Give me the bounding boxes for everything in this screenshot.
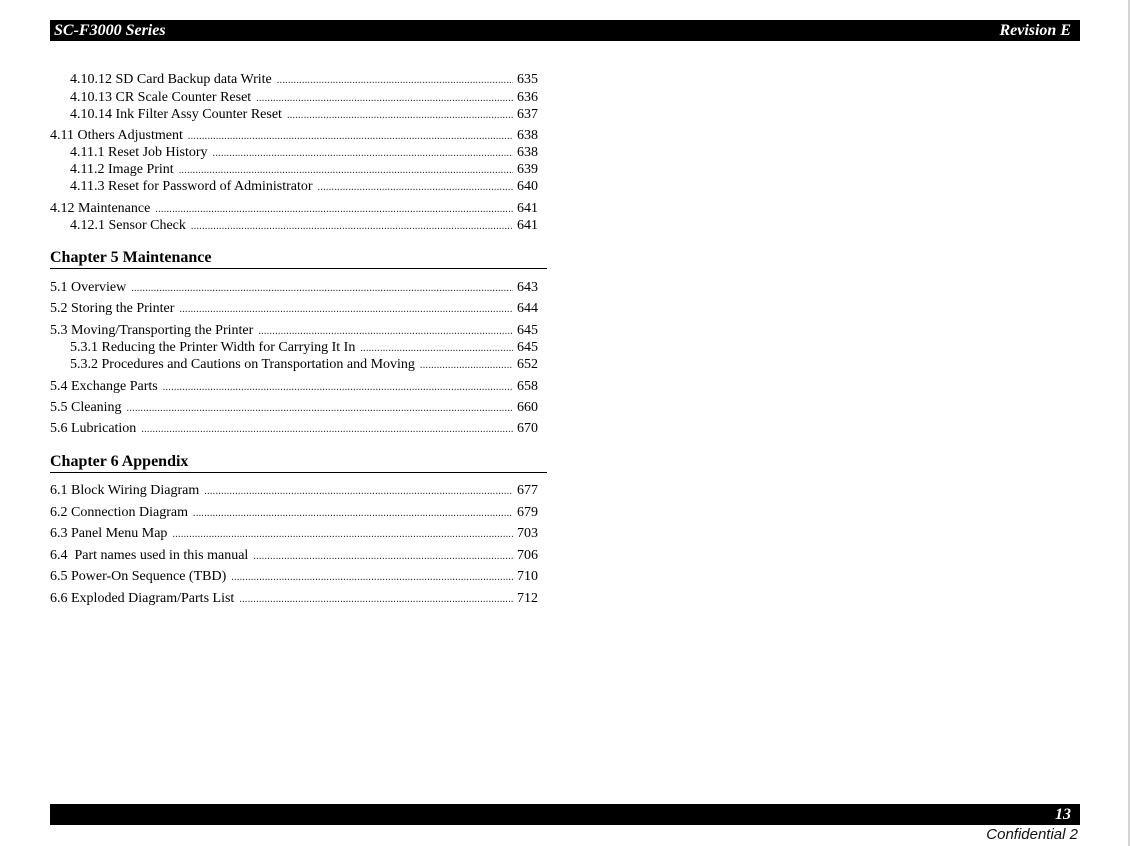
toc-entry[interactable]: [70, 178, 538, 196]
toc-leader-dots: [127, 400, 513, 418]
toc-entry-page: 638: [517, 128, 538, 143]
toc-leader-dots: [131, 280, 513, 298]
toc-entry[interactable]: [70, 161, 538, 179]
toc-entry-title: 4.11 Others Adjustment: [50, 128, 183, 143]
page-number: 13: [1055, 806, 1071, 823]
header-model-title: SC-F3000 Series: [54, 22, 166, 39]
toc-leader-dots: [239, 591, 513, 609]
toc-entry-title: 5.3.2 Procedures and Cautions on Transportation and Moving: [70, 357, 415, 372]
toc-entry-title: 5.6 Lubrication: [50, 421, 137, 436]
toc-entry-page: 638: [517, 145, 538, 160]
toc-entry-title: 4.10.14 Ink Filter Assy Counter Reset: [70, 107, 282, 122]
toc-entry-page: 645: [517, 323, 538, 338]
toc-entry[interactable]: [50, 420, 538, 438]
toc-entry-page: 658: [517, 379, 538, 394]
toc-entry-title: 6.3 Panel Menu Map: [50, 526, 168, 541]
toc-leader-dots: [420, 357, 513, 375]
toc-entry-title: 4.11.2 Image Print: [70, 162, 174, 177]
toc-leader-dots: [231, 569, 513, 587]
chapter-6-heading[interactable]: Chapter 6 Appendix: [50, 453, 547, 473]
toc-entry[interactable]: [70, 217, 538, 235]
toc-entry-title: 5.2 Storing the Printer: [50, 301, 175, 316]
toc-entry-title: 4.11.1 Reset Job History: [70, 145, 208, 160]
toc-entry[interactable]: [50, 200, 538, 218]
toc-entry[interactable]: [50, 127, 538, 145]
toc-entry-page: 712: [517, 591, 538, 606]
toc-entry[interactable]: [50, 322, 538, 340]
toc-entry-page: 660: [517, 400, 538, 415]
toc-leader-dots: [141, 421, 513, 439]
toc-entry-page: 636: [517, 90, 538, 105]
toc-leader-dots: [172, 526, 513, 544]
toc-entry-title: 5.4 Exchange Parts: [50, 379, 158, 394]
toc-entry[interactable]: [70, 339, 538, 357]
toc-entry-title: 4.11.3 Reset for Password of Administrator: [70, 179, 313, 194]
toc-entry-page: 679: [517, 505, 538, 520]
toc-leader-dots: [204, 483, 513, 501]
toc-leader-dots: [287, 107, 513, 125]
toc-entry-title: 5.3.1 Reducing the Printer Width for Carrying It In: [70, 340, 356, 355]
toc-leader-dots: [179, 301, 513, 319]
toc-entry[interactable]: [70, 356, 538, 374]
toc-entry-page: 710: [517, 569, 538, 584]
toc-entry-title: 6.5 Power-On Sequence (TBD): [50, 569, 227, 584]
toc-leader-dots: [253, 548, 513, 566]
header-revision: Revision E: [999, 22, 1071, 39]
toc-leader-dots: [318, 179, 513, 197]
toc-entry[interactable]: [70, 71, 538, 89]
toc-entry-title: 4.12 Maintenance: [50, 201, 151, 216]
toc-entry[interactable]: [50, 279, 538, 297]
toc-entry[interactable]: [50, 504, 538, 522]
toc-entry[interactable]: [50, 300, 538, 318]
toc-entry[interactable]: [50, 590, 538, 608]
toc-leader-dots: [193, 505, 513, 523]
toc-entry-page: 639: [517, 162, 538, 177]
toc-entry-page: 652: [517, 357, 538, 372]
toc-entry-page: 644: [517, 301, 538, 316]
toc-entry-page: 641: [517, 201, 538, 216]
toc-leader-dots: [191, 218, 513, 236]
toc-leader-dots: [163, 379, 513, 397]
page-header-bar: [50, 20, 1080, 41]
chapter-5-heading[interactable]: Chapter 5 Maintenance: [50, 249, 547, 269]
toc-entry[interactable]: [70, 144, 538, 162]
toc-entry-title: 6.6 Exploded Diagram/Parts List: [50, 591, 235, 606]
toc-entry-page: 643: [517, 280, 538, 295]
toc-entry-page: 635: [517, 72, 538, 87]
toc-entry-page: 637: [517, 107, 538, 122]
toc-entry-title: 5.5 Cleaning: [50, 400, 122, 415]
toc-entry-page: 677: [517, 483, 538, 498]
toc-entry-page: 703: [517, 526, 538, 541]
toc-entry-title: 6.4 Part names used in this manual: [50, 548, 249, 563]
toc-entry-title: 4.10.12 SD Card Backup data Write: [70, 72, 272, 87]
toc-entry[interactable]: [50, 525, 538, 543]
toc-entry-title: 4.10.13 CR Scale Counter Reset: [70, 90, 252, 105]
toc-entry[interactable]: [50, 568, 538, 586]
toc-entry-title: 6.1 Block Wiring Diagram: [50, 483, 200, 498]
toc-leader-dots: [277, 72, 513, 90]
toc-entry[interactable]: [70, 106, 538, 124]
toc-entry-title: 5.3 Moving/Transporting the Printer: [50, 323, 254, 338]
page-footer-bar: [50, 804, 1080, 825]
toc-entry-page: 645: [517, 340, 538, 355]
toc-entry-page: 670: [517, 421, 538, 436]
toc-entry[interactable]: [50, 378, 538, 396]
toc-entry-title: 6.2 Connection Diagram: [50, 505, 189, 520]
toc-entry-title: 4.12.1 Sensor Check: [70, 218, 186, 233]
toc-entry-page: 706: [517, 548, 538, 563]
confidential-label: Confidential 2: [986, 826, 1078, 843]
toc-entry[interactable]: [50, 399, 538, 417]
toc-entry[interactable]: [50, 547, 538, 565]
toc-entry[interactable]: [50, 482, 538, 500]
toc-entry-title: 5.1 Overview: [50, 280, 127, 295]
toc-entry-page: 640: [517, 179, 538, 194]
toc-entry[interactable]: [70, 89, 538, 107]
toc-entry-page: 641: [517, 218, 538, 233]
